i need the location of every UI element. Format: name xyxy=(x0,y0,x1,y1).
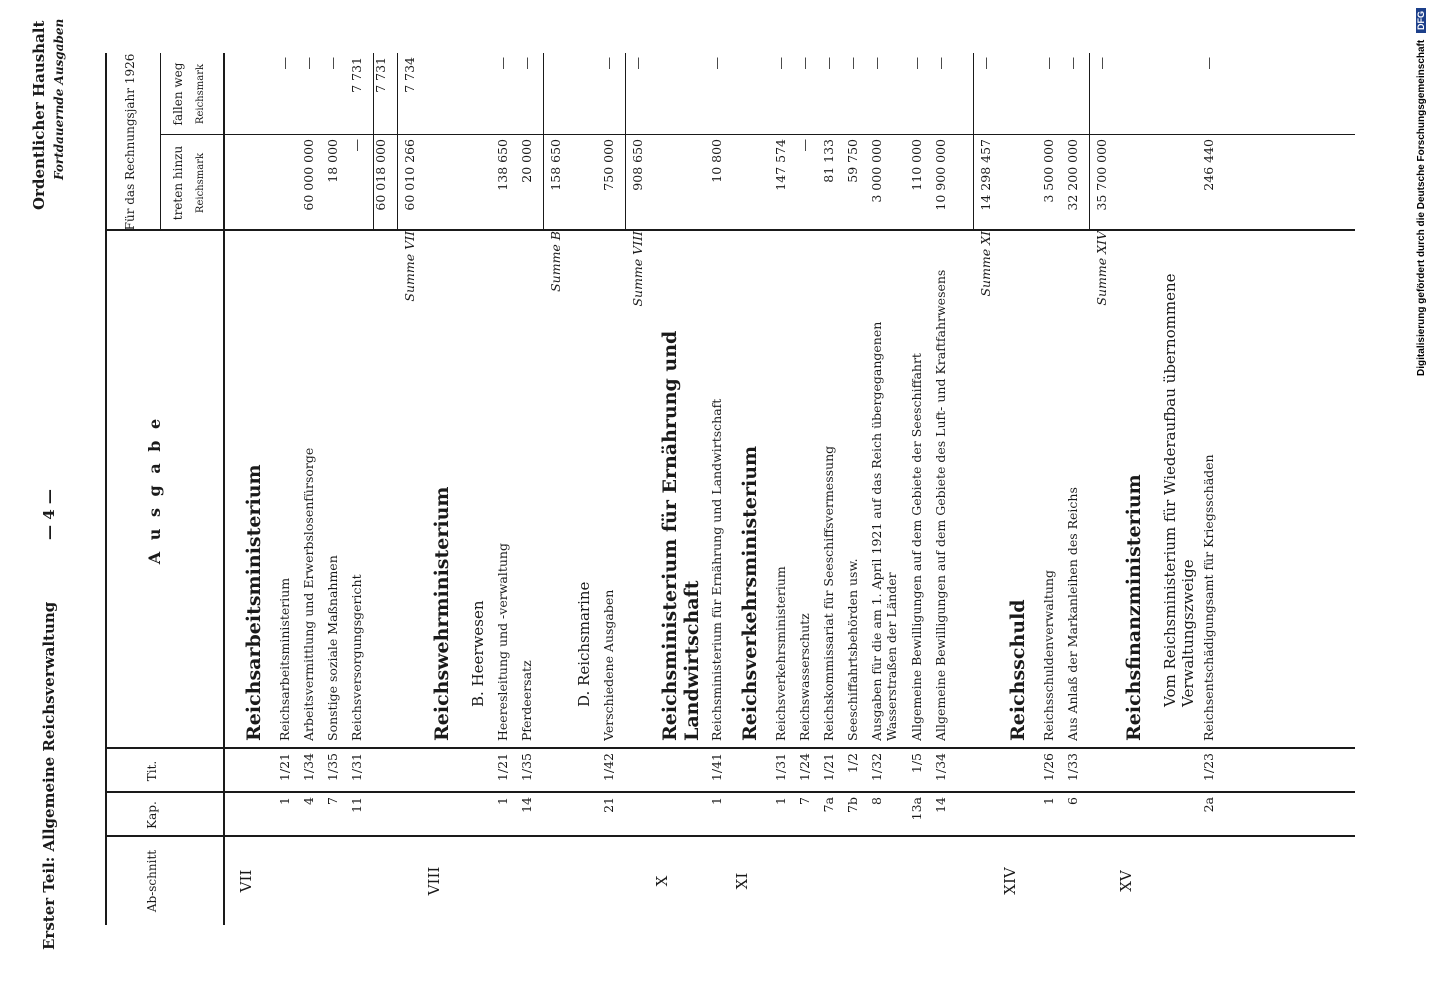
amount-added-cell: 18 000 xyxy=(325,139,340,183)
kap-cell: 7 xyxy=(325,797,340,805)
amount-dropped-cell: — xyxy=(797,57,812,70)
amount-added-cell: 750 000 xyxy=(601,139,616,191)
kap-cell: 1 xyxy=(277,797,292,805)
description-cell: Reichskommissariat für Seeschiffsvermessung xyxy=(821,445,836,741)
amount-added-cell: 246 440 xyxy=(1201,139,1216,191)
amount-dropped-cell: 7 731 xyxy=(349,57,364,93)
sum-label: Summe VII xyxy=(402,231,417,302)
description-cell: Verschiedene Ausgaben xyxy=(601,589,616,741)
header-mid-rule xyxy=(160,53,161,231)
table-row xyxy=(277,53,301,925)
abschnitt-cell: XIV xyxy=(1001,867,1019,895)
kap-cell: 7b xyxy=(845,797,860,813)
kap-cell: 14 xyxy=(933,797,948,813)
table-row xyxy=(1065,53,1089,925)
description-cell: Reichsversorgungsgericht xyxy=(349,574,364,741)
kap-cell: 8 xyxy=(869,797,884,805)
kap-cell: 7 xyxy=(797,797,812,805)
dfg-logo: DFG xyxy=(1416,8,1426,33)
table-row xyxy=(601,53,625,925)
abschnitt-cell: VII xyxy=(237,869,255,893)
kap-cell: 4 xyxy=(301,797,316,805)
amount-added-cell: 32 200 000 xyxy=(1065,139,1080,211)
amount-added-cell: 60 000 000 xyxy=(301,139,316,211)
amount-dropped-cell: — xyxy=(821,57,836,70)
sum-rule xyxy=(625,53,626,231)
description-cell: Allgemeine Bewilligungen auf dem Gebiete der Seeschiffahrt xyxy=(909,353,924,741)
table-row xyxy=(709,53,733,925)
description-cell: Ausgaben für die am 1. April 1921 auf das Reich übergegangenen Wasserstraßen der Länder xyxy=(869,321,899,741)
abschnitt-cell: XV xyxy=(1117,870,1135,892)
kap-cell: 13a xyxy=(909,797,924,821)
tit-cell: 1/31 xyxy=(773,753,788,782)
section-title: Reichsministerium für Ernährung und Landwirtschaft xyxy=(659,330,703,741)
kap-cell: 1 xyxy=(709,797,724,805)
table-row xyxy=(495,53,519,925)
amount-added-cell: 81 133 xyxy=(821,139,836,183)
tit-cell: 1/5 xyxy=(909,753,924,774)
amount-added-cell: 3 500 000 xyxy=(1041,139,1056,203)
sum-added-cell: 35 700 000 xyxy=(1094,139,1109,211)
colhead-reichsmark-add: Reichsmark xyxy=(195,152,206,214)
table-row xyxy=(869,53,909,925)
sum-added-cell: 60 010 266 xyxy=(402,139,417,211)
tit-cell: 1/31 xyxy=(349,753,364,782)
sum-dropped-cell: — xyxy=(630,57,645,70)
table-row xyxy=(773,53,797,925)
table-row-title xyxy=(1001,53,1041,925)
tit-cell: 1/21 xyxy=(495,753,510,782)
tit-cell: 1/24 xyxy=(797,753,812,782)
description-cell: Sonstige soziale Maßnahmen xyxy=(325,555,340,741)
amount-added-cell: 3 000 000 xyxy=(869,139,884,203)
colhead-reichsmark-drop: Reichsmark xyxy=(195,63,206,125)
amount-added-cell: 138 650 xyxy=(495,139,510,191)
table-row xyxy=(1041,53,1065,925)
table-row-sum xyxy=(397,53,425,925)
subsection-title: B. Heerwesen xyxy=(469,600,487,707)
header-bottom-rule xyxy=(223,53,225,925)
tit-cell: 1/35 xyxy=(325,753,340,782)
abschnitt-cell: VIII xyxy=(425,866,443,896)
table-row-sum xyxy=(543,53,571,925)
header-right-sub: Fortdauernde Ausgaben xyxy=(52,18,66,180)
table-row xyxy=(301,53,325,925)
sum-rule xyxy=(973,53,974,231)
kap-cell: 2a xyxy=(1201,797,1216,813)
sum-label: Summe B xyxy=(548,231,563,292)
subtotal-dropped-cell: 7 731 xyxy=(373,57,388,93)
sum-added-cell: 14 298 457 xyxy=(978,139,993,211)
amount-dropped-cell: — xyxy=(301,57,316,70)
amount-dropped-cell: — xyxy=(495,57,510,70)
sum-dropped-cell: 7 734 xyxy=(402,57,417,93)
table-row xyxy=(845,53,869,925)
table-row-title xyxy=(425,53,465,925)
sum-label: Summe XIV xyxy=(1094,231,1109,306)
table-row xyxy=(797,53,821,925)
description-cell: Reichsministerium für Ernährung und Landwirtschaft xyxy=(709,398,724,741)
amount-added-cell: 20 000 xyxy=(519,139,534,183)
table-row xyxy=(1201,53,1225,925)
amount-added-cell: 147 574 xyxy=(773,139,788,191)
table-row xyxy=(933,53,973,925)
amount-dropped-cell: — xyxy=(709,57,724,70)
table-row-title xyxy=(653,53,709,925)
amount-dropped-cell: — xyxy=(1041,57,1056,70)
table-row-title xyxy=(733,53,773,925)
sum-dropped-cell: — xyxy=(978,57,993,70)
tit-cell: 1/21 xyxy=(277,753,292,782)
description-cell: Allgemeine Bewilligungen auf dem Gebiete des Luft- und Kraftfahrwesens xyxy=(933,269,948,741)
subsection-title: D. Reichsmarine xyxy=(575,581,593,707)
description-cell: Reichsarbeitsministerium xyxy=(277,577,292,741)
table-row xyxy=(325,53,349,925)
description-cell: Seeschiffahrtsbehörden usw. xyxy=(845,558,860,741)
table-row xyxy=(821,53,845,925)
description-cell: Heeresleitung und -verwaltung xyxy=(495,543,510,741)
sum-dropped-cell: — xyxy=(1094,57,1109,70)
table-row-sum xyxy=(1089,53,1117,925)
description-cell: Aus Anlaß der Markanleihen des Reichs xyxy=(1065,487,1080,741)
section-title: Reichsschuld xyxy=(1007,599,1029,741)
abschnitt-cell: XI xyxy=(733,872,751,890)
kap-cell: 6 xyxy=(1065,797,1080,805)
table-top-rule xyxy=(105,53,107,925)
description-cell: Reichsverkehrsministerium xyxy=(773,566,788,741)
sum-added-cell: 158 650 xyxy=(548,139,563,191)
tit-cell: 1/21 xyxy=(821,753,836,782)
amount-dropped-cell: — xyxy=(869,57,884,70)
amount-dropped-cell: — xyxy=(601,57,616,70)
amount-dropped-cell: — xyxy=(1065,57,1080,70)
tit-cell: 1/32 xyxy=(869,753,884,782)
tit-cell: 1/23 xyxy=(1201,753,1216,782)
description-cell: Arbeitsvermittlung und Erwerbslosenfürsorge xyxy=(301,447,316,741)
description-cell: Pferdeersatz xyxy=(519,660,534,741)
subtotal-added-cell: 60 018 000 xyxy=(373,139,388,211)
kap-cell: 7a xyxy=(821,797,836,813)
kap-cell: 11 xyxy=(349,797,364,813)
colhead-fallen-weg: fallen weg xyxy=(171,62,185,126)
description-cell: Reichsschuldenverwaltung xyxy=(1041,570,1056,741)
amount-dropped-cell: — xyxy=(277,57,292,70)
section-title: Reichsfinanzministerium xyxy=(1123,474,1145,741)
amount-dropped-cell: — xyxy=(519,57,534,70)
amount-dropped-cell: — xyxy=(909,57,924,70)
table-row xyxy=(519,53,543,925)
amount-dropped-cell: — xyxy=(773,57,788,70)
table-row xyxy=(349,53,373,925)
amount-dropped-cell: — xyxy=(845,57,860,70)
table-row-sub xyxy=(1157,53,1201,925)
abschnitt-cell: X xyxy=(653,875,671,887)
colhead-tit: Tit. xyxy=(145,760,159,782)
amount-added-cell: — xyxy=(349,139,364,152)
tit-cell: 1/34 xyxy=(933,753,948,782)
colhead-rechnungsjahr: Für das Rechnungsjahr 1926 xyxy=(123,53,137,231)
budget-table xyxy=(105,53,1355,925)
amount-dropped-cell: — xyxy=(1201,57,1216,70)
colhead-kap: Kap. xyxy=(145,801,159,829)
kap-cell: 14 xyxy=(519,797,534,813)
amount-added-cell: 10 900 000 xyxy=(933,139,948,211)
sum-label: Summe VIII xyxy=(630,231,645,307)
kap-cell: 1 xyxy=(773,797,788,805)
section-title: Reichsarbeitsministerium xyxy=(243,464,265,741)
sum-rule xyxy=(1089,53,1090,231)
header-left: Erster Teil: Allgemeine Reichsverwaltung xyxy=(40,601,58,950)
sum-rule xyxy=(397,53,398,231)
colhead-abschnitt: Ab-schnitt xyxy=(145,849,159,913)
sum-label: Summe XI xyxy=(978,231,993,297)
table-row-sub xyxy=(571,53,601,925)
section-title: Reichsverkehrsministerium xyxy=(739,445,761,741)
sum-rule xyxy=(543,53,544,231)
amount-added-cell: — xyxy=(797,139,812,152)
side-note-text: Digitalisierung gefördert durch die Deutsche Forschungsgemeinschaft xyxy=(1416,39,1427,376)
description-cell: Reichsentschädigungsamt für Kriegsschäden xyxy=(1201,454,1216,741)
tit-cell: 1/35 xyxy=(519,753,534,782)
header-right: Ordentlicher Haushalt xyxy=(30,20,48,210)
tit-cell: 1/42 xyxy=(601,753,616,782)
tit-cell: 1/41 xyxy=(709,753,724,782)
table-row-sub xyxy=(465,53,495,925)
tit-cell: 1/2 xyxy=(845,753,860,774)
amount-added-cell: 110 000 xyxy=(909,139,924,191)
table-row xyxy=(909,53,933,925)
table-row-title xyxy=(237,53,277,925)
page-number: — 4 — xyxy=(40,489,58,540)
table-row-title xyxy=(1117,53,1157,925)
colhead-ausgabe: A u s g a b e xyxy=(145,415,164,565)
description-cell: Reichswasserschutz xyxy=(797,613,812,741)
colhead-treten-hinzu: treten hinzu xyxy=(171,145,185,221)
kap-cell: 1 xyxy=(495,797,510,805)
kap-cell: 1 xyxy=(1041,797,1056,805)
table-row-sum xyxy=(625,53,653,925)
tit-cell: 1/34 xyxy=(301,753,316,782)
table-row-sum xyxy=(973,53,1001,925)
amount-dropped-cell: — xyxy=(933,57,948,70)
section-title: Reichswehrministerium xyxy=(431,486,453,741)
table-row-subtotal xyxy=(373,53,397,925)
amount-added-cell: 10 800 xyxy=(709,139,724,183)
amount-added-cell: 59 750 xyxy=(845,139,860,183)
subsection-title: Vom Reichsministerium für Wiederaufbau übernommene Verwaltungszweige xyxy=(1161,273,1197,707)
amount-dropped-cell: — xyxy=(325,57,340,70)
sum-added-cell: 908 650 xyxy=(630,139,645,191)
side-note xyxy=(1416,8,1432,993)
tit-cell: 1/33 xyxy=(1065,753,1080,782)
kap-cell: 21 xyxy=(601,797,616,813)
tit-cell: 1/26 xyxy=(1041,753,1056,782)
